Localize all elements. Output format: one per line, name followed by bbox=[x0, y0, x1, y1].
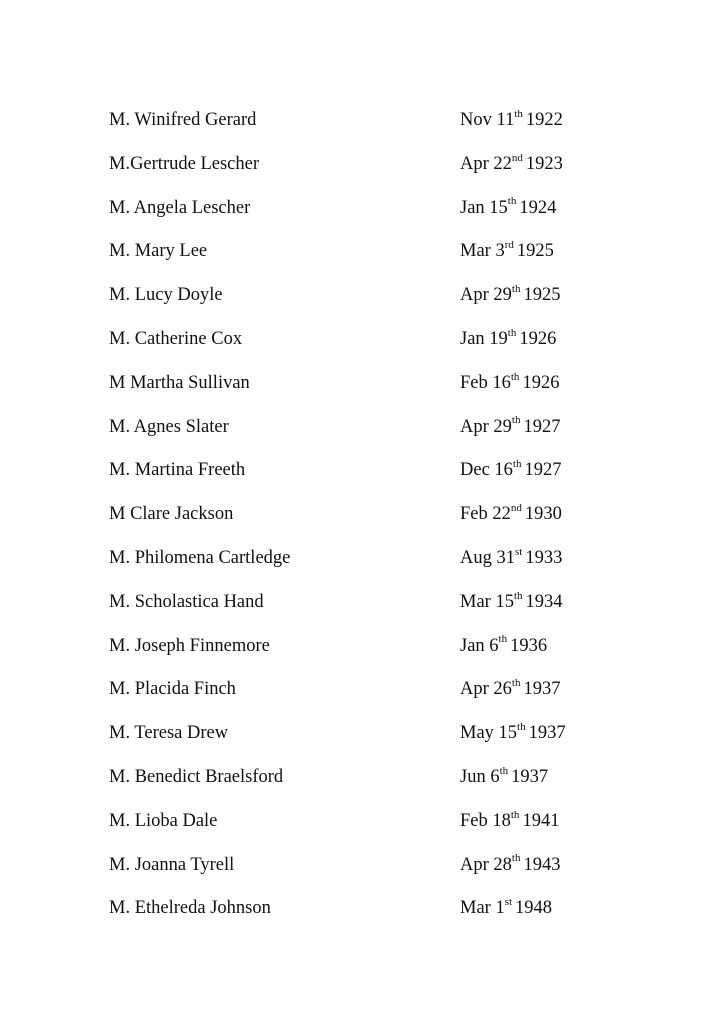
entry-date-year: 1927 bbox=[523, 416, 561, 437]
entry-date-suffix: st bbox=[504, 896, 513, 909]
entry-name: M. Teresa Drew bbox=[109, 723, 229, 744]
entry-date-day: 6 bbox=[489, 635, 499, 656]
entry-date bbox=[460, 634, 547, 658]
entry-date-month: Apr bbox=[460, 854, 489, 875]
entry-date-suffix: th bbox=[511, 677, 521, 690]
entry-date-suffix: th bbox=[517, 721, 526, 733]
entry-date-day: 31 bbox=[496, 547, 515, 568]
entry-name: M. Lucy Doyle bbox=[109, 285, 223, 306]
entry-date-year: 1941 bbox=[522, 810, 560, 831]
entry-date-month: Jan bbox=[460, 635, 485, 656]
entry-date-suffix: th bbox=[510, 808, 520, 821]
entry-name: M. Agnes Slater bbox=[109, 416, 229, 437]
entry-name: M. Benedict Braelsford bbox=[109, 766, 284, 787]
list-item bbox=[109, 721, 629, 765]
list-item bbox=[109, 634, 629, 678]
list-item bbox=[109, 590, 629, 634]
list-item bbox=[109, 853, 629, 897]
entry-date-day: 29 bbox=[493, 416, 512, 437]
list-item bbox=[109, 371, 629, 415]
name-date-list bbox=[109, 108, 629, 940]
list-item bbox=[109, 502, 629, 546]
entry-date-year: 1924 bbox=[519, 197, 557, 218]
entry-date-day: 1 bbox=[495, 898, 505, 919]
list-item bbox=[109, 327, 629, 371]
list-item bbox=[109, 108, 629, 152]
list-item bbox=[109, 765, 629, 809]
entry-date bbox=[460, 458, 561, 482]
entry-date bbox=[460, 283, 560, 307]
entry-date-day: 26 bbox=[493, 679, 512, 700]
entry-name: M. Ethelreda Johnson bbox=[109, 898, 271, 919]
entry-date-year: 1927 bbox=[524, 460, 562, 481]
entry-date-month: Apr bbox=[460, 679, 489, 700]
entry-date-suffix: st bbox=[515, 545, 523, 558]
entry-name: M. Mary Lee bbox=[109, 241, 208, 262]
entry-name: M. Joseph Finnemore bbox=[109, 635, 270, 656]
entry-date-suffix: th bbox=[507, 195, 517, 208]
entry-name: M.Gertrude Lescher bbox=[109, 153, 259, 174]
entry-date-day: 18 bbox=[492, 810, 511, 831]
entry-name: M. Joanna Tyrell bbox=[109, 854, 235, 875]
entry-name: M. Philomena Cartledge bbox=[109, 547, 291, 568]
entry-date-month: Aug bbox=[460, 547, 492, 568]
entry-date-month: Mar bbox=[460, 241, 491, 262]
entry-date bbox=[460, 152, 563, 176]
entry-date-year: 1934 bbox=[525, 591, 563, 612]
entry-date-suffix: th bbox=[512, 458, 522, 471]
entry-date-year: 1937 bbox=[528, 723, 566, 744]
entry-date-day: 19 bbox=[489, 328, 508, 349]
entry-date-suffix: th bbox=[510, 370, 520, 383]
entry-date-month: Jan bbox=[460, 197, 485, 218]
entry-date-day: 15 bbox=[489, 197, 508, 218]
entry-date bbox=[460, 415, 560, 439]
entry-date-year: 1937 bbox=[511, 766, 549, 787]
entry-date-year: 1925 bbox=[523, 285, 561, 306]
entry-date-day: 28 bbox=[493, 854, 512, 875]
entry-date bbox=[460, 721, 566, 745]
entry-date-suffix: th bbox=[498, 633, 508, 646]
entry-date bbox=[460, 809, 559, 833]
entry-date bbox=[460, 327, 556, 351]
entry-name: M. Catherine Cox bbox=[109, 328, 243, 349]
entry-date-day: 16 bbox=[494, 460, 513, 481]
entry-name: M. Placida Finch bbox=[109, 679, 236, 700]
list-item bbox=[109, 196, 629, 240]
entry-date-year: 1926 bbox=[522, 372, 560, 393]
entry-date bbox=[460, 108, 563, 132]
entry-date bbox=[460, 765, 548, 789]
entry-name: M Clare Jackson bbox=[109, 504, 234, 525]
entry-name: M Martha Sullivan bbox=[109, 372, 250, 393]
entry-date-month: Feb bbox=[460, 372, 488, 393]
entry-name: M. Martina Freeth bbox=[109, 460, 246, 481]
entry-date bbox=[460, 896, 552, 920]
entry-date-suffix: nd bbox=[510, 502, 522, 515]
entry-date-year: 1937 bbox=[523, 679, 561, 700]
entry-date-month: Apr bbox=[460, 153, 489, 174]
entry-date-month: Jun bbox=[460, 766, 486, 787]
entry-date-suffix: th bbox=[511, 414, 521, 427]
entry-date-suffix: nd bbox=[511, 151, 523, 164]
entry-date-month: May bbox=[460, 723, 494, 744]
entry-date-year: 1936 bbox=[510, 635, 548, 656]
list-item bbox=[109, 677, 629, 721]
entry-date bbox=[460, 677, 560, 701]
entry-date-day: 6 bbox=[490, 766, 500, 787]
entry-date-year: 1943 bbox=[523, 854, 561, 875]
entry-date bbox=[460, 371, 559, 395]
entry-date-day: 15 bbox=[495, 591, 514, 612]
entry-date-suffix: th bbox=[499, 764, 509, 777]
list-item bbox=[109, 415, 629, 459]
list-item bbox=[109, 152, 629, 196]
entry-date bbox=[460, 546, 562, 570]
entry-date bbox=[460, 239, 554, 263]
entry-date-day: 11 bbox=[496, 110, 515, 130]
entry-name: M. Winifred Gerard bbox=[109, 110, 257, 130]
entry-date-month: Dec bbox=[460, 460, 490, 481]
entry-name: M. Scholastica Hand bbox=[109, 591, 264, 612]
entry-date-day: 29 bbox=[493, 285, 512, 306]
entry-date-year: 1930 bbox=[524, 504, 562, 525]
entry-date-month: Apr bbox=[460, 285, 489, 306]
entry-date-year: 1933 bbox=[525, 547, 563, 568]
entry-date-suffix: th bbox=[511, 283, 521, 296]
entry-date-month: Jan bbox=[460, 328, 485, 349]
entry-date-month: Mar bbox=[460, 591, 491, 612]
entry-date-month: Feb bbox=[460, 810, 488, 831]
entry-date-suffix: th bbox=[513, 589, 523, 602]
entry-date-day: 22 bbox=[493, 153, 512, 174]
list-item bbox=[109, 896, 629, 940]
list-item bbox=[109, 458, 629, 502]
list-item bbox=[109, 546, 629, 590]
entry-date-year: 1925 bbox=[516, 241, 554, 262]
entry-date-year: 1948 bbox=[515, 898, 553, 919]
list-item bbox=[109, 809, 629, 853]
entry-name: M. Lioba Dale bbox=[109, 810, 218, 831]
entry-date-month: Mar bbox=[460, 898, 491, 919]
entry-date-month: Apr bbox=[460, 416, 489, 437]
entry-date-day: 16 bbox=[492, 372, 511, 393]
entry-date-month: Nov bbox=[460, 110, 492, 130]
entry-name: M. Angela Lescher bbox=[109, 197, 251, 218]
entry-date bbox=[460, 853, 560, 877]
entry-date-day: 15 bbox=[498, 723, 518, 744]
entry-date bbox=[460, 590, 563, 614]
entry-date-suffix: th bbox=[507, 326, 517, 339]
entry-date-year: 1922 bbox=[525, 110, 563, 130]
entry-date bbox=[460, 196, 556, 220]
entry-date-suffix: rd bbox=[504, 239, 514, 252]
entry-date-year: 1926 bbox=[519, 328, 557, 349]
entry-date-day: 22 bbox=[492, 504, 511, 525]
entry-date-month: Feb bbox=[460, 504, 488, 525]
entry-date-suffix: th bbox=[514, 107, 523, 120]
entry-date-day: 3 bbox=[495, 241, 505, 262]
entry-date-year: 1923 bbox=[525, 153, 563, 174]
list-item bbox=[109, 239, 629, 283]
entry-date bbox=[460, 502, 562, 526]
list-item bbox=[109, 283, 629, 327]
entry-date-suffix: th bbox=[511, 852, 521, 865]
